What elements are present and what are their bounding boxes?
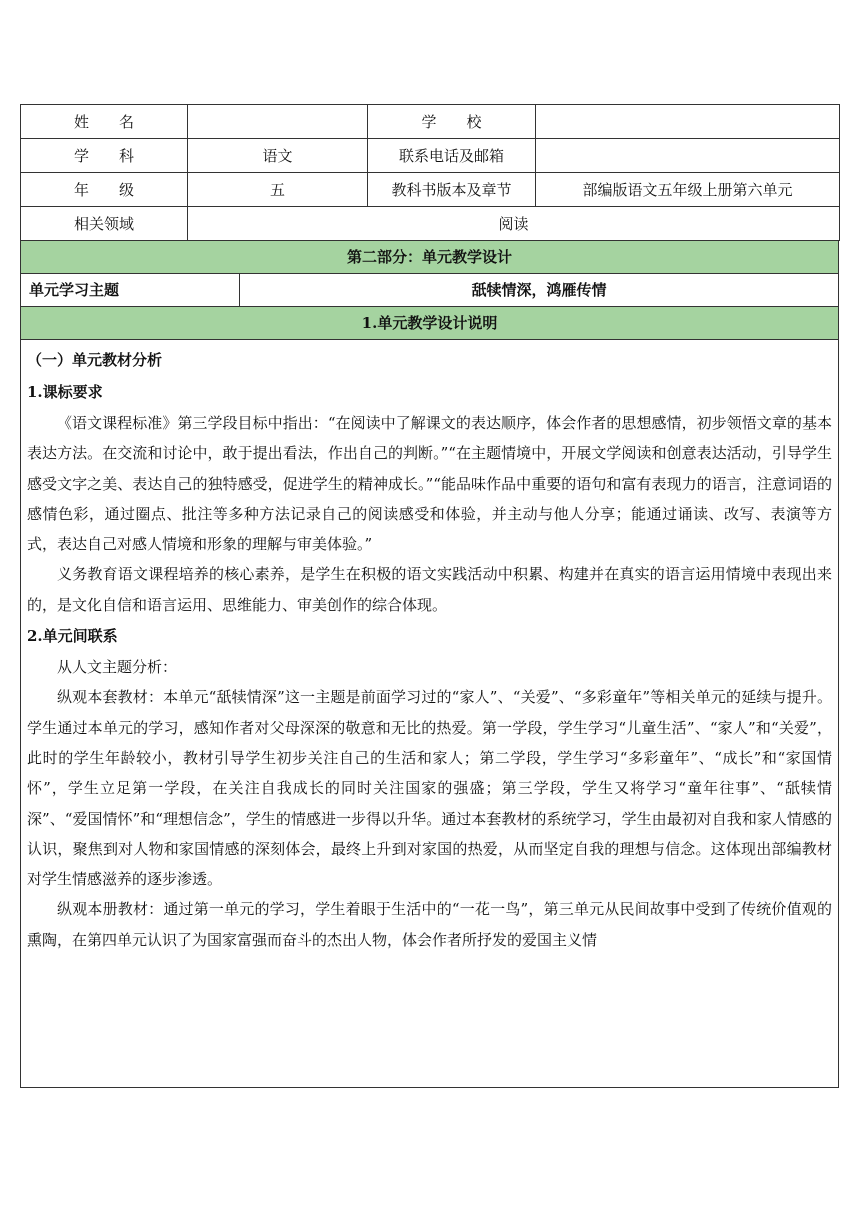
name-value — [188, 105, 368, 139]
field-value: 阅读 — [188, 207, 840, 241]
table-row — [21, 207, 840, 241]
school-value — [536, 105, 840, 139]
paragraph-this-volume: 纵观本册教材：通过第一单元的学习，学生着眼于生活中的“一花一鸟”，第三单元从民间故事中受到了传统价值观的熏陶，在第四单元认识了为国家富强而奋斗的杰出人物，体会作者所抒发的爱国主义情 — [27, 900, 832, 949]
table-row — [21, 105, 840, 139]
section2-header: 第二部分：单元教学设计 — [20, 241, 839, 274]
grade-value: 五 — [188, 173, 368, 207]
subject-label: 学 科 — [21, 139, 188, 173]
paragraph-theme-analysis: 从人文主题分析： — [57, 658, 178, 677]
heading-analysis: （一）单元教材分析 — [27, 351, 163, 369]
theme-row — [20, 274, 839, 307]
name-label: 姓 名 — [21, 105, 188, 139]
paragraph-standard-quote: 《语文课程标准》第三学段目标中指出：“在阅读中了解课文的表达顺序，体会作者的思想感情，初步领悟文章的基本表达方法。在交流和讨论中，敢于提出看法，作出自己的判断。”“在主题情境中，开展文学阅读和创意表达活动，引导学生感受文字之美、表达自己的独特感受，促进学生的精神成长。”“能品味作品中重要的语句和富有表现力的语言，注意词语的感情色彩，通过圈点、批注等多种方法记录自己的阅读感受和体验，并主动与他人分享；能通过诵读、改写、表演等方式，表达自己对感人情境和形象的理解与审美体验。” — [27, 414, 832, 554]
textbook-label: 教科书版本及章节 — [368, 173, 536, 207]
document-page — [20, 104, 839, 1088]
table-row — [21, 139, 840, 173]
design-header: 1.单元教学设计说明 — [20, 307, 839, 340]
grade-label: 年 级 — [21, 173, 188, 207]
content-body — [20, 340, 839, 1088]
paragraph-core-literacy: 义务教育语文课程培养的核心素养，是学生在积极的语文实践活动中积累、构建并在真实的语言运用情境中表现出来的，是文化自信和语言运用、思维能力、审美创作的综合体现。 — [27, 565, 832, 614]
info-table — [20, 104, 840, 241]
field-label: 相关领域 — [21, 207, 188, 241]
contact-value — [536, 139, 840, 173]
table-row — [21, 173, 840, 207]
heading-unit-link: 2.单元间联系 — [27, 627, 118, 646]
theme-label: 单元学习主题 — [21, 274, 240, 306]
contact-label: 联系电话及邮箱 — [368, 139, 536, 173]
textbook-value: 部编版语文五年级上册第六单元 — [536, 173, 840, 207]
heading-standard: 1.课标要求 — [27, 383, 103, 401]
paragraph-full-set: 纵观本套教材：本单元“舐犊情深”这一主题是前面学习过的“家人”、“关爱”、“多彩童年”等相关单元的延续与提升。学生通过本单元的学习，感知作者对父母深深的敬意和无比的热爱。第一学段，学生学习“儿童生活”、“家人”和“关爱”，此时的学生年龄较小，教材引导学生初步关注自己的生活和家人；第二学段，学生学习“多彩童年”、“成长”和“家国情怀”，学生立足第一学段，在关注自我成长的同时关注国家的强盛；第三学段，学生又将学习“童年往事”、“舐犊情深”、“爱国情怀”和“理想信念”，学生的情感进一步得以升华。通过本套教材的系统学习，学生由最初对自我和家人情感的认识，聚焦到对人物和家国情感的深刻体会，最终上升到对家国的热爱，从而坚定自我的理想与信念。这体现出部编教材对学生情感滋养的逐步渗透。 — [27, 688, 832, 889]
subject-value: 语文 — [188, 139, 368, 173]
school-label: 学 校 — [368, 105, 536, 139]
theme-value: 舐犊情深，鸿雁传情 — [471, 281, 607, 299]
